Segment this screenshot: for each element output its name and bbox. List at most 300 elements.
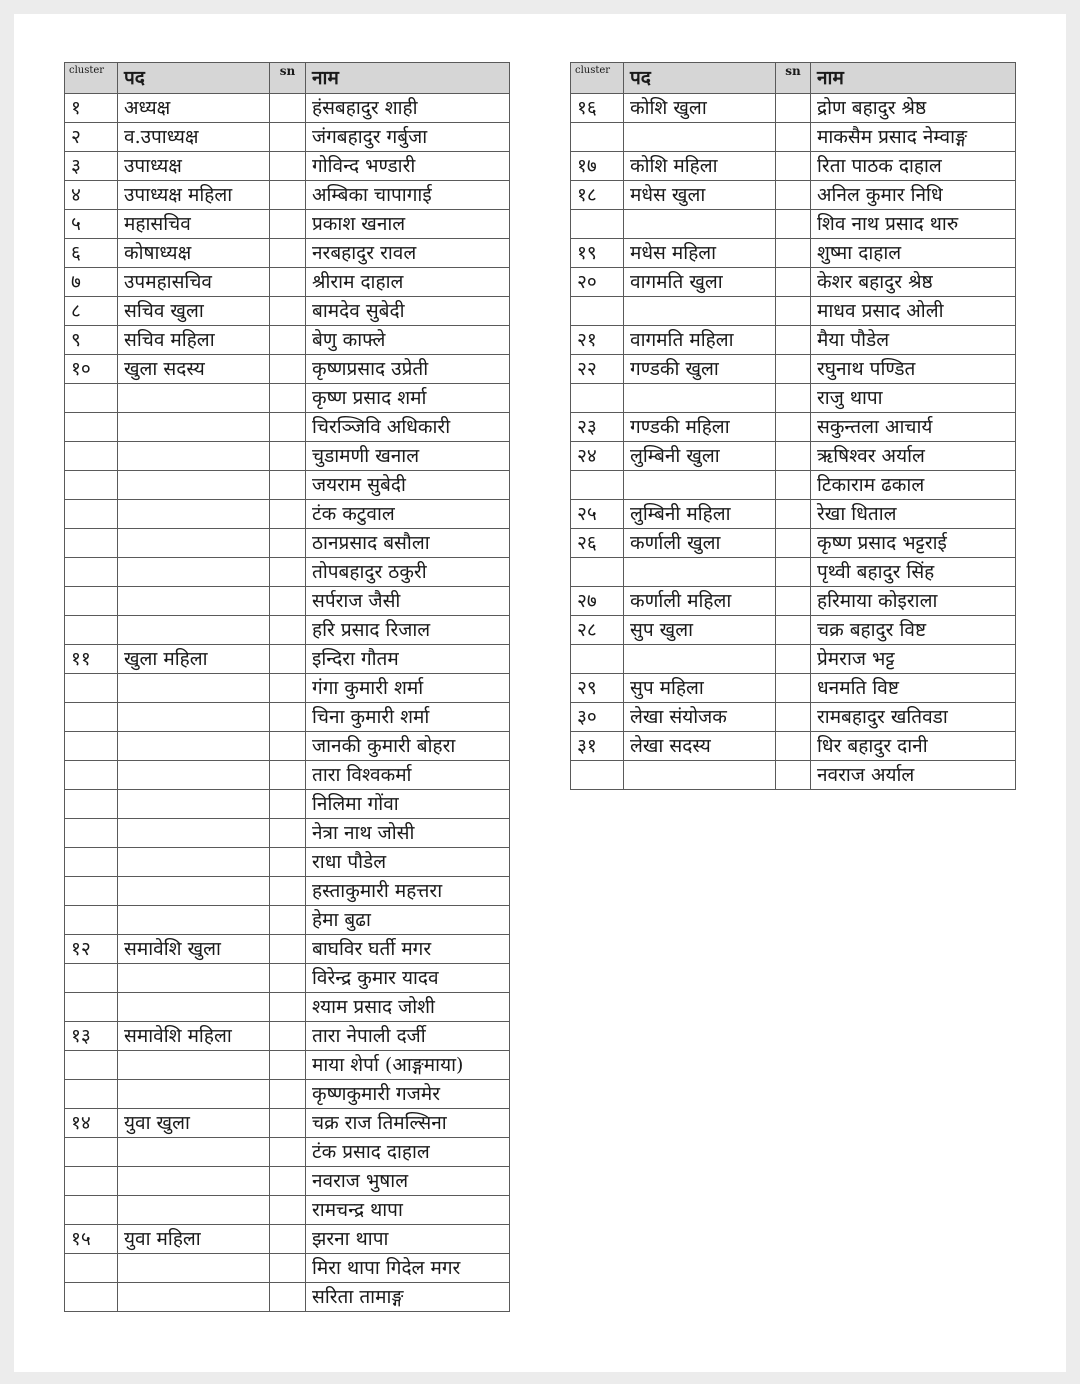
cell-post (624, 645, 776, 674)
cell-name: कृष्ण प्रसाद भट्टराई (811, 529, 1016, 558)
cell-post: अध्यक्ष (118, 94, 270, 123)
table-row (571, 355, 1016, 384)
cell-name: कृष्णप्रसाद उप्रेती (306, 355, 510, 384)
cell-name: जानकी कुमारी बोहरा (306, 732, 510, 761)
cell-post: व.उपाध्यक्ष (118, 123, 270, 152)
cell-cluster (571, 384, 624, 413)
document-page (14, 14, 1066, 1372)
cell-name: चुडामणी खनाल (306, 442, 510, 471)
roster-table-right (570, 62, 1016, 790)
cell-post: लुम्बिनी खुला (624, 442, 776, 471)
cell-cluster: २३ (571, 413, 624, 442)
cell-name: रिता पाठक दाहाल (811, 152, 1016, 181)
table-row (65, 442, 510, 471)
table-row (65, 906, 510, 935)
table-row (571, 413, 1016, 442)
table-row (65, 964, 510, 993)
cell-post (118, 558, 270, 587)
cell-post (118, 732, 270, 761)
cell-post: सचिव खुला (118, 297, 270, 326)
table-row (571, 529, 1016, 558)
cell-sn (776, 500, 811, 529)
cell-cluster: १० (65, 355, 118, 384)
table-row (65, 268, 510, 297)
cell-cluster (65, 848, 118, 877)
cell-cluster: २ (65, 123, 118, 152)
cell-sn (270, 587, 306, 616)
cell-sn (270, 239, 306, 268)
cell-name: रेखा धिताल (811, 500, 1016, 529)
cell-cluster: १४ (65, 1109, 118, 1138)
cell-cluster (65, 703, 118, 732)
cell-cluster (65, 906, 118, 935)
cell-post (624, 761, 776, 790)
cell-name: इन्दिरा गौतम (306, 645, 510, 674)
cell-cluster: २१ (571, 326, 624, 355)
cell-sn (776, 442, 811, 471)
header-name: नाम (811, 63, 1016, 94)
table-row (65, 616, 510, 645)
cell-post (118, 616, 270, 645)
cell-sn (270, 326, 306, 355)
cell-post (118, 471, 270, 500)
cell-name: अम्बिका चापागाई (306, 181, 510, 210)
cell-cluster (65, 500, 118, 529)
header-sn: sn (776, 63, 811, 94)
cell-cluster: १८ (571, 181, 624, 210)
cell-name: सर्पराज जैसी (306, 587, 510, 616)
cell-sn (270, 1196, 306, 1225)
cell-sn (270, 152, 306, 181)
cell-sn (270, 906, 306, 935)
cell-cluster (65, 964, 118, 993)
cell-sn (270, 1225, 306, 1254)
table-row (65, 703, 510, 732)
cell-sn (270, 1283, 306, 1312)
table-row (571, 297, 1016, 326)
cell-name: कृष्णकुमारी गजमेर (306, 1080, 510, 1109)
cell-post (118, 384, 270, 413)
cell-cluster (65, 993, 118, 1022)
cell-name: जंगबहादुर गर्बुजा (306, 123, 510, 152)
table-row (571, 761, 1016, 790)
cell-sn (270, 732, 306, 761)
cell-cluster: १९ (571, 239, 624, 268)
cell-cluster (65, 471, 118, 500)
cell-sn (776, 297, 811, 326)
cell-post (118, 703, 270, 732)
cell-name: हरि प्रसाद रिजाल (306, 616, 510, 645)
cell-post: कोशि महिला (624, 152, 776, 181)
cell-sn (776, 152, 811, 181)
cell-sn (270, 123, 306, 152)
cell-post (118, 442, 270, 471)
cell-post: सचिव महिला (118, 326, 270, 355)
cell-post (118, 1138, 270, 1167)
cell-sn (270, 1051, 306, 1080)
cell-cluster (571, 761, 624, 790)
cell-sn (270, 674, 306, 703)
cell-sn (776, 239, 811, 268)
cell-sn (270, 471, 306, 500)
cell-cluster (65, 1167, 118, 1196)
cell-post: उपाध्यक्ष (118, 152, 270, 181)
table-row (65, 1051, 510, 1080)
cell-sn (776, 123, 811, 152)
cell-post: खुला महिला (118, 645, 270, 674)
cell-sn (270, 355, 306, 384)
cell-cluster: १६ (571, 94, 624, 123)
cell-post (118, 1167, 270, 1196)
table-row (65, 297, 510, 326)
table-row (571, 616, 1016, 645)
cell-name: श्रीराम दाहाल (306, 268, 510, 297)
cell-name: हरिमाया कोइराला (811, 587, 1016, 616)
cell-cluster (571, 471, 624, 500)
cell-sn (776, 616, 811, 645)
cell-name: ठानप्रसाद बसौला (306, 529, 510, 558)
cell-name: केशर बहादुर श्रेष्ठ (811, 268, 1016, 297)
table-row (65, 877, 510, 906)
table-row (65, 761, 510, 790)
cell-name: चक्र राज तिमल्सिना (306, 1109, 510, 1138)
cell-cluster (65, 442, 118, 471)
cell-post: सुप महिला (624, 674, 776, 703)
table-row (65, 181, 510, 210)
cell-name: चिना कुमारी शर्मा (306, 703, 510, 732)
cell-cluster: ८ (65, 297, 118, 326)
cell-post (118, 1254, 270, 1283)
table-row (65, 732, 510, 761)
cell-sn (776, 413, 811, 442)
table-header (571, 63, 1016, 94)
cell-sn (270, 500, 306, 529)
cell-sn (270, 645, 306, 674)
cell-cluster (65, 587, 118, 616)
cell-cluster (65, 529, 118, 558)
cell-cluster: २५ (571, 500, 624, 529)
cell-post (118, 529, 270, 558)
cell-name: हंसबहादुर शाही (306, 94, 510, 123)
cell-post (624, 384, 776, 413)
cell-cluster (65, 413, 118, 442)
cell-post (118, 993, 270, 1022)
table-row (571, 500, 1016, 529)
cell-sn (270, 413, 306, 442)
cell-name: चक्र बहादुर विष्ट (811, 616, 1016, 645)
cell-cluster: २० (571, 268, 624, 297)
cell-name: गंगा कुमारी शर्मा (306, 674, 510, 703)
cell-cluster (65, 616, 118, 645)
cell-sn (776, 384, 811, 413)
cell-post (624, 123, 776, 152)
cell-sn (776, 587, 811, 616)
cell-post: महासचिव (118, 210, 270, 239)
cell-sn (776, 558, 811, 587)
cell-sn (270, 268, 306, 297)
cell-cluster: २७ (571, 587, 624, 616)
table-row (65, 413, 510, 442)
table-row (571, 558, 1016, 587)
cell-post (118, 1080, 270, 1109)
cell-sn (776, 761, 811, 790)
cell-sn (270, 210, 306, 239)
cell-cluster: २२ (571, 355, 624, 384)
cell-sn (270, 1109, 306, 1138)
cell-name: रामबहादुर खतिवडा (811, 703, 1016, 732)
cell-cluster (65, 877, 118, 906)
cell-name: पृथ्वी बहादुर सिंह (811, 558, 1016, 587)
cell-post (118, 761, 270, 790)
cell-cluster: २९ (571, 674, 624, 703)
table-row (571, 732, 1016, 761)
cell-cluster: १३ (65, 1022, 118, 1051)
cell-post (118, 500, 270, 529)
cell-name: विरेन्द्र कुमार यादव (306, 964, 510, 993)
cell-name: प्रकाश खनाल (306, 210, 510, 239)
cell-post (624, 210, 776, 239)
table-row (571, 471, 1016, 500)
cell-post (118, 587, 270, 616)
cell-name: मैया पौडेल (811, 326, 1016, 355)
cell-sn (270, 790, 306, 819)
cell-post: समावेशि महिला (118, 1022, 270, 1051)
cell-name: प्रेमराज भट्ट (811, 645, 1016, 674)
table-row (65, 993, 510, 1022)
cell-name: तारा नेपाली दर्जी (306, 1022, 510, 1051)
cell-sn (270, 1022, 306, 1051)
table-row (65, 1196, 510, 1225)
cell-cluster: ७ (65, 268, 118, 297)
cell-name: श्याम प्रसाद जोशी (306, 993, 510, 1022)
table-body (65, 94, 510, 1312)
table-row (571, 152, 1016, 181)
cell-post: गण्डकी महिला (624, 413, 776, 442)
cell-post: मधेस महिला (624, 239, 776, 268)
cell-sn (270, 993, 306, 1022)
table-row (65, 471, 510, 500)
cell-sn (776, 674, 811, 703)
cell-cluster: २४ (571, 442, 624, 471)
cell-post (118, 877, 270, 906)
cell-cluster (571, 210, 624, 239)
cell-sn (776, 471, 811, 500)
cell-name: नवराज भुषाल (306, 1167, 510, 1196)
cell-sn (270, 94, 306, 123)
cell-post (118, 848, 270, 877)
cell-cluster: ११ (65, 645, 118, 674)
cell-name: जयराम सुबेदी (306, 471, 510, 500)
cell-cluster: १२ (65, 935, 118, 964)
cell-sn (776, 355, 811, 384)
cell-sn (270, 384, 306, 413)
table-row (571, 268, 1016, 297)
cell-sn (270, 819, 306, 848)
table-row (65, 1138, 510, 1167)
cell-name: माया शेर्पा (आङ्गमाया) (306, 1051, 510, 1080)
cell-name: नवराज अर्याल (811, 761, 1016, 790)
cell-post: लेखा संयोजक (624, 703, 776, 732)
cell-name: टंक प्रसाद दाहाल (306, 1138, 510, 1167)
cell-sn (776, 326, 811, 355)
table-row (65, 645, 510, 674)
table-row (571, 239, 1016, 268)
cell-name: झरना थापा (306, 1225, 510, 1254)
cell-name: गोविन्द भण्डारी (306, 152, 510, 181)
cell-post: युवा महिला (118, 1225, 270, 1254)
cell-post (118, 413, 270, 442)
cell-sn (270, 297, 306, 326)
cell-sn (270, 442, 306, 471)
cell-name: तोपबहादुर ठकुरी (306, 558, 510, 587)
header-cluster: cluster (571, 63, 624, 94)
cell-name: शिव नाथ प्रसाद थारु (811, 210, 1016, 239)
table-row (571, 123, 1016, 152)
header-post: पद (624, 63, 776, 94)
cell-name: हस्ताकुमारी महत्तरा (306, 877, 510, 906)
header-post: पद (118, 63, 270, 94)
cell-cluster (65, 732, 118, 761)
cell-post (624, 558, 776, 587)
cell-name: तारा विश्वकर्मा (306, 761, 510, 790)
cell-post (118, 674, 270, 703)
table-row (65, 848, 510, 877)
table-row (65, 790, 510, 819)
cell-post (118, 1196, 270, 1225)
cell-cluster (65, 761, 118, 790)
table-row (65, 123, 510, 152)
cell-post (118, 790, 270, 819)
table-row (571, 210, 1016, 239)
table-row (571, 442, 1016, 471)
cell-post: समावेशि खुला (118, 935, 270, 964)
cell-post: कर्णाली खुला (624, 529, 776, 558)
header-sn: sn (270, 63, 306, 94)
cell-post: उपाध्यक्ष महिला (118, 181, 270, 210)
table-row (65, 1283, 510, 1312)
cell-sn (270, 935, 306, 964)
cell-cluster (65, 558, 118, 587)
cell-post: मधेस खुला (624, 181, 776, 210)
table-row (571, 384, 1016, 413)
cell-sn (270, 848, 306, 877)
table-body (571, 94, 1016, 790)
cell-cluster (65, 819, 118, 848)
cell-sn (270, 1167, 306, 1196)
cell-sn (270, 964, 306, 993)
cell-post: कोशि खुला (624, 94, 776, 123)
cell-sn (270, 558, 306, 587)
cell-name: सकुन्तला आचार्य (811, 413, 1016, 442)
table-row (571, 326, 1016, 355)
table-row (65, 1080, 510, 1109)
cell-name: धिर बहादुर दानी (811, 732, 1016, 761)
cell-post: युवा खुला (118, 1109, 270, 1138)
cell-cluster: ५ (65, 210, 118, 239)
cell-cluster: ६ (65, 239, 118, 268)
cell-name: हेमा बुढा (306, 906, 510, 935)
cell-sn (776, 210, 811, 239)
cell-name: रघुनाथ पण्डित (811, 355, 1016, 384)
table-row (65, 1167, 510, 1196)
table-row (65, 94, 510, 123)
cell-cluster (65, 674, 118, 703)
cell-sn (776, 529, 811, 558)
cell-cluster (65, 790, 118, 819)
cell-name: शुष्मा दाहाल (811, 239, 1016, 268)
table-row (571, 703, 1016, 732)
cell-post: कोषाध्यक्ष (118, 239, 270, 268)
cell-cluster (65, 1254, 118, 1283)
cell-post (118, 964, 270, 993)
cell-name: माकसैम प्रसाद नेम्वाङ्ग (811, 123, 1016, 152)
table-row (65, 674, 510, 703)
cell-name: कृष्ण प्रसाद शर्मा (306, 384, 510, 413)
cell-name: चिरञ्जिवि अधिकारी (306, 413, 510, 442)
cell-post (118, 1283, 270, 1312)
header-cluster: cluster (65, 63, 118, 94)
roster-table-left (64, 62, 510, 1312)
cell-post: सुप खुला (624, 616, 776, 645)
cell-post: लेखा सदस्य (624, 732, 776, 761)
table-row (571, 94, 1016, 123)
cell-cluster (571, 645, 624, 674)
cell-post (118, 906, 270, 935)
table-row (65, 210, 510, 239)
cell-post (118, 1051, 270, 1080)
cell-post (624, 471, 776, 500)
table-row (571, 587, 1016, 616)
cell-cluster: १५ (65, 1225, 118, 1254)
table-row (65, 558, 510, 587)
cell-name: मिरा थापा गिदेल मगर (306, 1254, 510, 1283)
cell-sn (270, 529, 306, 558)
table-row (65, 1022, 510, 1051)
cell-post: वागमति खुला (624, 268, 776, 297)
cell-cluster (571, 297, 624, 326)
cell-sn (776, 181, 811, 210)
cell-sn (776, 703, 811, 732)
cell-sn (776, 268, 811, 297)
cell-name: निलिमा गोंवा (306, 790, 510, 819)
cell-name: बाघविर घर्ती मगर (306, 935, 510, 964)
cell-sn (270, 616, 306, 645)
table-row (65, 384, 510, 413)
cell-cluster: ९ (65, 326, 118, 355)
cell-cluster (65, 1051, 118, 1080)
cell-name: बामदेव सुबेदी (306, 297, 510, 326)
cell-sn (776, 732, 811, 761)
cell-cluster (571, 123, 624, 152)
cell-sn (776, 94, 811, 123)
table-row (65, 239, 510, 268)
table-row (65, 935, 510, 964)
cell-name: नेत्रा नाथ जोसी (306, 819, 510, 848)
cell-name: बेणु काफ्ले (306, 326, 510, 355)
cell-post: कर्णाली महिला (624, 587, 776, 616)
cell-cluster: २६ (571, 529, 624, 558)
cell-post: लुम्बिनी महिला (624, 500, 776, 529)
cell-cluster: १ (65, 94, 118, 123)
table-row (65, 355, 510, 384)
cell-post: वागमति महिला (624, 326, 776, 355)
cell-name: माधव प्रसाद ओली (811, 297, 1016, 326)
table-row (571, 645, 1016, 674)
cell-sn (270, 761, 306, 790)
cell-cluster (65, 1138, 118, 1167)
header-name: नाम (306, 63, 510, 94)
cell-cluster (65, 1080, 118, 1109)
